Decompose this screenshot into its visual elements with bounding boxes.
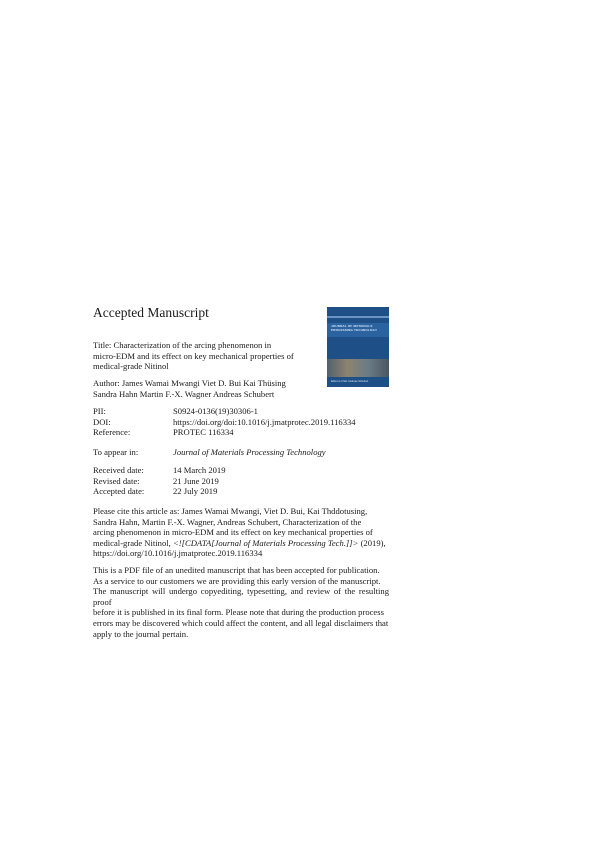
cover-strip [327,316,389,318]
author-line: Author: James Wamai Mwangi Viet D. Bui Kai Thüsing [93,378,286,388]
citation-paragraph [93,506,389,559]
article-authors [93,378,323,399]
received-date: 14 March 2019 [173,465,226,475]
cite-journal: <![CDATA[Journal of Materials Processing Tech.]]> [172,537,359,548]
accepted-date: 22 July 2019 [173,486,218,497]
cite-line: Sandra Hahn, Martin F.-X. Wagner, Andreas Schubert, Characterization of the [93,516,362,527]
cite-line: medical-grade Nitinol, <![CDATA[Journal of Materials Processing Tech.]]> (2019), [93,537,386,548]
revised-label: Revised date: [93,475,140,486]
identifiers-block [93,406,393,438]
cite-doi-link[interactable]: https://doi.org/10.1016/j.jmatprotec.2019.116334 [93,548,263,559]
title-line: Title: Characterization of the arcing phenomenon in [93,340,272,350]
cite-line: Please cite this article as: James Wamai Mwangi, Viet D. Bui, Kai Thddotusing, [93,506,368,516]
cite-line: arcing phenomenon in micro-EDM and its effect on key mechanical properties of [93,527,373,538]
disclaimer-line: errors may be discovered which could affect the content, and all legal disclaimers that [93,617,389,628]
doi-label: DOI: [93,416,111,427]
disclaimer-line: before it is published in its final form. Please note that during the production process [93,607,384,618]
dates-block [93,465,393,497]
doi-value[interactable]: https://doi.org/doi:10.1016/j.jmatprotec.2019.116334 [173,416,356,427]
pii-label: PII: [93,406,106,416]
pii-value: S0924-0136(19)30306-1 [173,406,258,416]
disclaimer-paragraph [93,565,389,639]
disclaimer-line: As a service to our customers we are providing this early version of the manuscript. [93,575,381,586]
heading: Accepted Manuscript [93,305,209,320]
received-label: Received date: [93,465,144,475]
title-line: medical-grade Nitinol [93,361,169,372]
article-title [93,340,323,372]
journal-name: Journal of Materials Processing Technology [173,447,326,457]
author-line: Sandra Hahn Martin F.-X. Wagner Andreas Schubert [93,388,275,399]
reference-label: Reference: [93,427,131,438]
appear-label: To appear in: [93,447,139,457]
cover-photo [327,359,389,377]
journal-cover-image [327,307,389,387]
disclaimer-line: This is a PDF file of an unedited manuscript that has been accepted for publication. [93,565,380,575]
appear-block [93,447,393,458]
disclaimer-line: apply to the journal pertain. [93,628,189,639]
cover-publisher: Editor-in-Chief: Andreas Schubert [331,380,369,383]
accepted-label: Accepted date: [93,486,145,497]
title-line: micro-EDM and its effect on key mechanical properties of [93,350,294,361]
revised-date: 21 June 2019 [173,475,219,486]
cover-title: JOURNAL OF MATERIALS PROCESSING TECHNOLOGY [331,324,378,332]
disclaimer-line: The manuscript will undergo copyediting, typesetting, and review of the resulting proof [93,586,389,607]
reference-value: PROTEC 116334 [173,427,234,438]
